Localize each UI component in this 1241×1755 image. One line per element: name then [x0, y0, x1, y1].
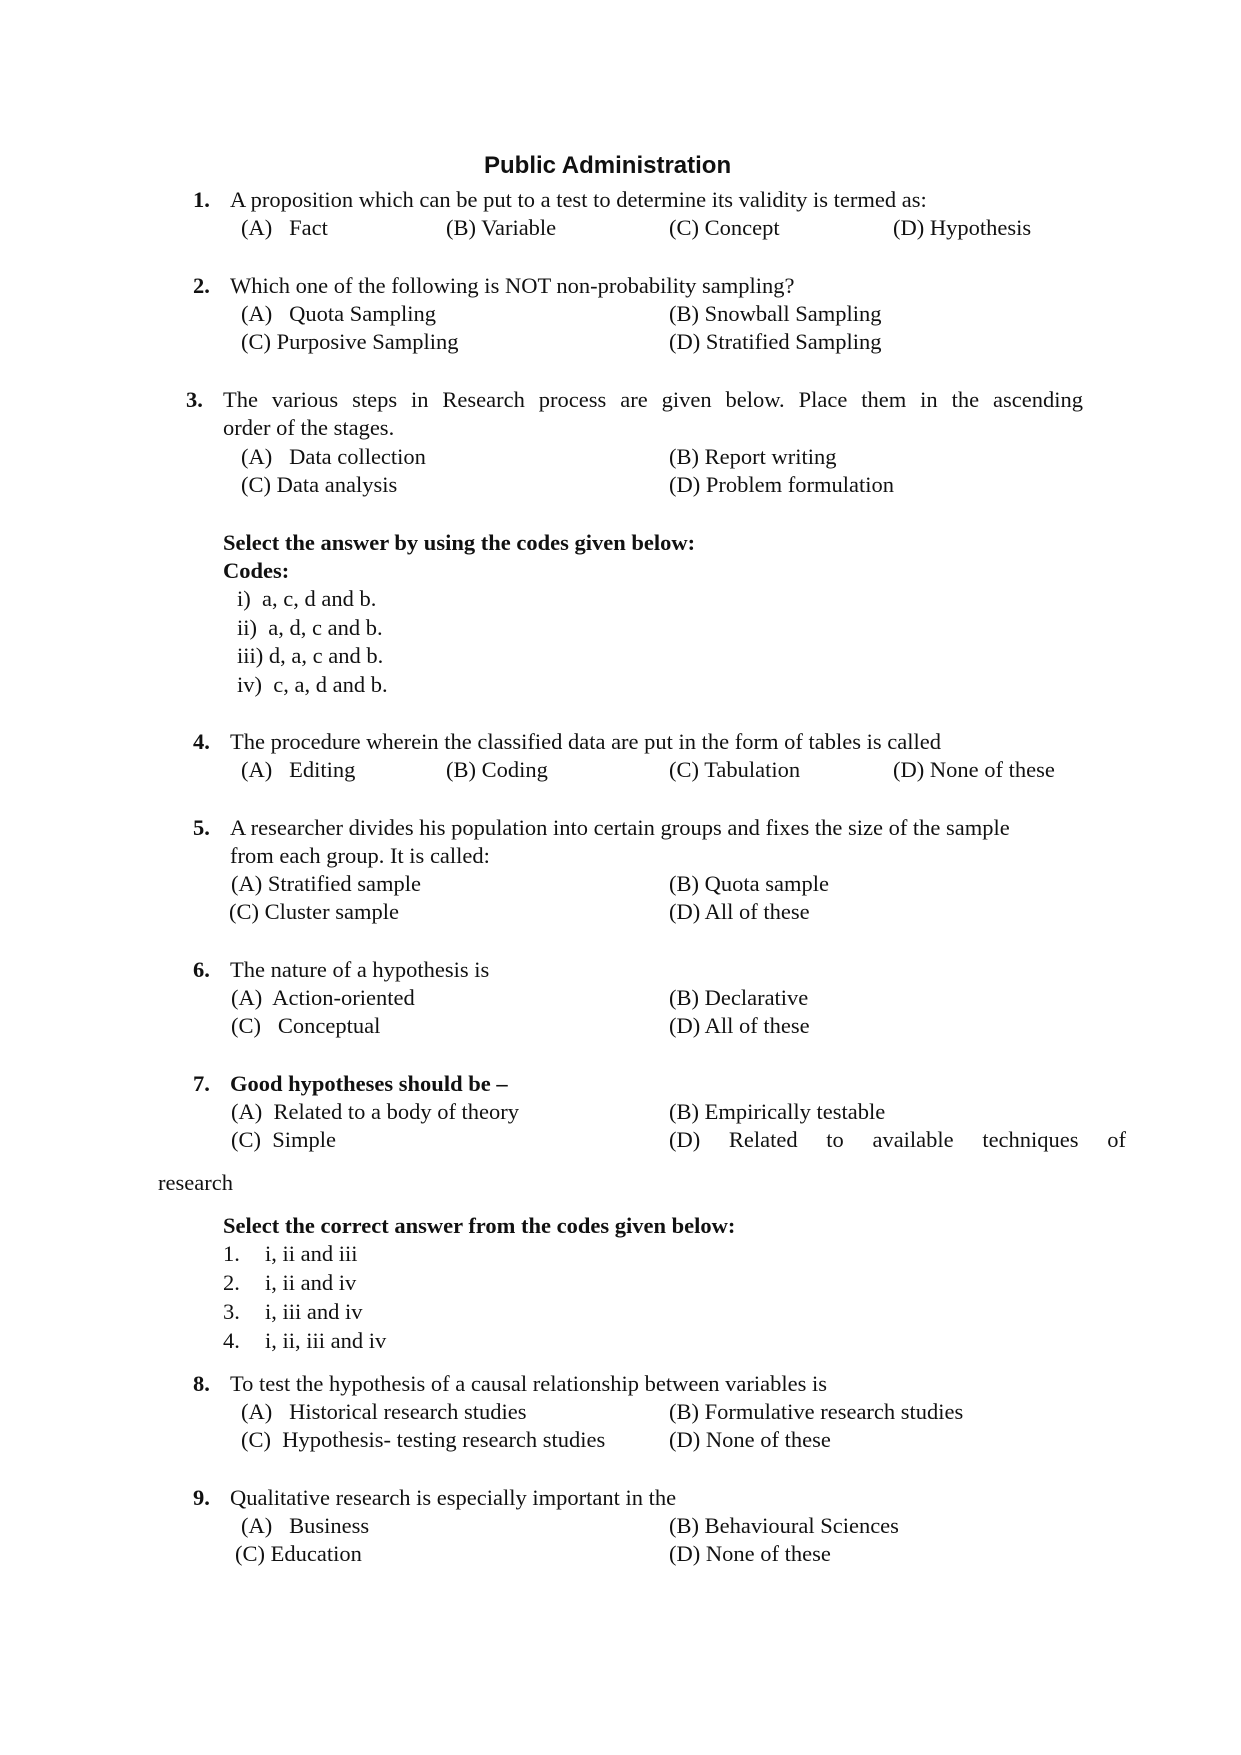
- option-d-word: Related: [728, 1127, 798, 1152]
- option-b: (B) Report writing: [669, 444, 837, 469]
- code-value: i, iii and iv: [265, 1299, 363, 1324]
- code-number: 1.: [223, 1241, 240, 1266]
- option-c: (C) Education: [235, 1541, 362, 1566]
- option-c: (C) Purposive Sampling: [241, 329, 459, 354]
- option-c: (C) Conceptual: [231, 1013, 381, 1038]
- option-a: (A) Action-oriented: [231, 985, 415, 1010]
- codes-instruction: Select the correct answer from the codes given below:: [223, 1213, 736, 1238]
- option-d: (D) None of these: [669, 1427, 831, 1452]
- option-d: (D) All of these: [669, 1013, 810, 1038]
- option-d: (D) Stratified Sampling: [669, 329, 882, 354]
- option-d: (D) None of these: [893, 757, 1055, 782]
- question-text-line2: from each group. It is called:: [230, 843, 490, 868]
- option-a: (A) Business: [241, 1513, 370, 1538]
- option-b: (B) Quota sample: [669, 871, 829, 896]
- option-b: (B) Declarative: [669, 985, 809, 1010]
- option-a: (A) Quota Sampling: [241, 301, 436, 326]
- option-b: (B) Empirically testable: [669, 1099, 886, 1124]
- option-a: (A) Historical research studies: [241, 1399, 527, 1424]
- option-c: (C) Hypothesis- testing research studies: [241, 1427, 606, 1452]
- option-d: (D) Problem formulation: [669, 472, 894, 497]
- code-number: 3.: [223, 1299, 240, 1324]
- option-c: (C) Cluster sample: [229, 899, 399, 924]
- option-d: [669, 1129, 1126, 1152]
- option-c: (C) Simple: [231, 1127, 336, 1152]
- option-d-word: available: [872, 1127, 954, 1152]
- question-text: To test the hypothesis of a causal relationship between variables is: [230, 1371, 828, 1396]
- codes-label: Codes:: [223, 558, 290, 583]
- question-number: 6.: [193, 957, 210, 982]
- question-text-line1: The various steps in Research process are given below. Place them in the ascending: [223, 387, 1083, 412]
- option-b: (B) Behavioural Sciences: [669, 1513, 899, 1538]
- option-c: (C) Tabulation: [669, 757, 801, 782]
- question-number: 9.: [193, 1485, 210, 1510]
- code-value: i, ii and iii: [265, 1241, 358, 1266]
- question-number: 5.: [193, 815, 210, 840]
- code-number: 2.: [223, 1270, 240, 1295]
- question-text: Which one of the following is NOT non-probability sampling?: [230, 273, 795, 298]
- option-c: (C) Data analysis: [241, 472, 398, 497]
- option-b: (B) Snowball Sampling: [669, 301, 882, 326]
- question-number: 1.: [193, 187, 210, 212]
- option-a: (A) Related to a body of theory: [231, 1099, 520, 1124]
- option-a: (A) Stratified sample: [231, 871, 421, 896]
- code-number: 4.: [223, 1328, 240, 1353]
- codes-instruction: Select the answer by using the codes given below:: [223, 530, 696, 555]
- option-a: (A) Fact: [241, 215, 328, 240]
- question-text-line1: A researcher divides his population into certain groups and fixes the size of the sample: [230, 815, 1010, 840]
- option-b: (B) Coding: [446, 757, 548, 782]
- page-title: Public Administration: [484, 152, 732, 179]
- option-d-word: techniques: [982, 1127, 1079, 1152]
- option-a: (A) Data collection: [241, 444, 426, 469]
- option-d-word: of: [1107, 1127, 1126, 1152]
- question-number: 2.: [193, 273, 210, 298]
- question-number: 4.: [193, 729, 210, 754]
- option-a: (A) Editing: [241, 757, 356, 782]
- code-value: i, ii and iv: [265, 1270, 357, 1295]
- code-item: iv) c, a, d and b.: [237, 672, 388, 697]
- option-d: (D) All of these: [669, 899, 810, 924]
- code-value: i, ii, iii and iv: [265, 1328, 387, 1353]
- code-item: i) a, c, d and b.: [237, 586, 377, 611]
- code-item: iii) d, a, c and b.: [237, 643, 384, 668]
- question-number: 7.: [193, 1071, 210, 1096]
- question-text-line2: order of the stages.: [223, 415, 395, 440]
- question-number: 3.: [186, 387, 203, 412]
- option-c: (C) Concept: [669, 215, 780, 240]
- option-b: (B) Variable: [446, 215, 557, 240]
- option-d: (D) None of these: [669, 1541, 831, 1566]
- option-d-wrap: research: [158, 1170, 233, 1195]
- option-d: (D) Hypothesis: [893, 215, 1032, 240]
- question-text: Qualitative research is especially important in the: [230, 1485, 677, 1510]
- question-text: A proposition which can be put to a test to determine its validity is termed as:: [230, 187, 927, 212]
- option-d-word: to: [826, 1127, 844, 1152]
- question-text: The procedure wherein the classified data are put in the form of tables is called: [230, 729, 941, 754]
- question-text: The nature of a hypothesis is: [230, 957, 490, 982]
- code-item: ii) a, d, c and b.: [237, 615, 383, 640]
- option-b: (B) Formulative research studies: [669, 1399, 964, 1424]
- question-text: Good hypotheses should be –: [230, 1071, 508, 1096]
- question-number: 8.: [193, 1371, 210, 1396]
- option-d-word: (D): [669, 1127, 701, 1152]
